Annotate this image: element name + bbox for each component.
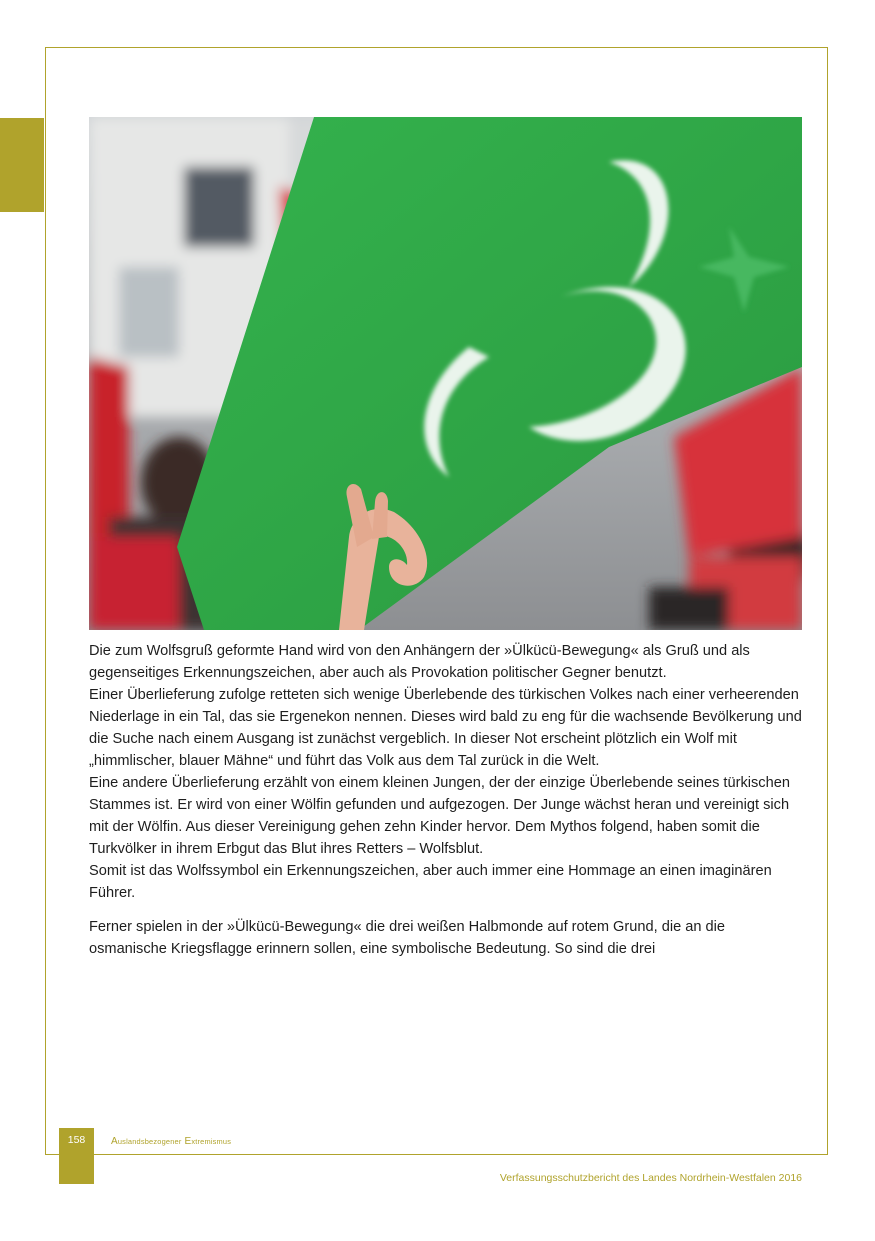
section-title-initial-b: E [184, 1136, 192, 1147]
paragraph-crescents: Ferner spielen in der »Ülkücü-Bewegung« die drei weißen Halbmonde auf rotem Grund, die an die osmanische Kriegsflagge erinnern sollen, eine symbolische Bedeutung. So sind die drei [89, 919, 725, 957]
section-title-initial-a: A [111, 1136, 118, 1147]
paragraph-ergenekon: Einer Überlieferung zufolge retteten sich wenige Überlebende des türkischen Volkes nach einer verheerenden Niederlage in ein Tal, das sie Ergenekon nennen. Dieses wird bald zu eng für die wachsende Bevölkerung und die Suche nach einem Ausgang ist zunächst vergeblich. In dieser Not erscheint plötzlich ein Wolf mit „himmlischer, blauer Mähne“ und führt das Volk aus dem Tal zurück in die Welt. [89, 687, 802, 769]
section-title-word-b: xtremismus [191, 1137, 232, 1146]
section-title [111, 1136, 231, 1147]
section-title-word-a: uslandsbezogener [117, 1137, 182, 1146]
article-body [89, 640, 804, 960]
wolf-salute-flags-photo [89, 117, 802, 630]
paragraph-wolf-salute: Die zum Wolfsgruß geformte Hand wird von den Anhängern der »Ülkücü-Bewegung« als Gruß und als gegenseitiges Erkennungszeichen, aber auch als Provokation politischer Gegner benutzt. [89, 643, 750, 681]
footer-report-title: Verfassungsschutzbericht des Landes Nordrhein-Westfalen 2016 [499, 1172, 802, 1184]
page-number: 158 [67, 1134, 86, 1146]
paragraph-she-wolf: Eine andere Überlieferung erzählt von einem kleinen Jungen, der der einzige Überlebende seines türkischen Stammes ist. Er wird von einer Wölfin gefunden und aufgezogen. Der Junge wächst heran und vereinigt sich mit der Wölfin. Aus dieser Vereinigung gehen zehn Kinder hervor. Dem Mythos folgend, haben somit die Turkvölker in ihrem Erbgut das Blut ihres Retters – Wolfsblut. [89, 775, 790, 857]
paragraph-wolf-symbol: Somit ist das Wolfssymbol ein Erkennungszeichen, aber auch immer eine Hommage an einen imaginären Führer. [89, 863, 772, 901]
chapter-tab-marker [0, 118, 44, 212]
